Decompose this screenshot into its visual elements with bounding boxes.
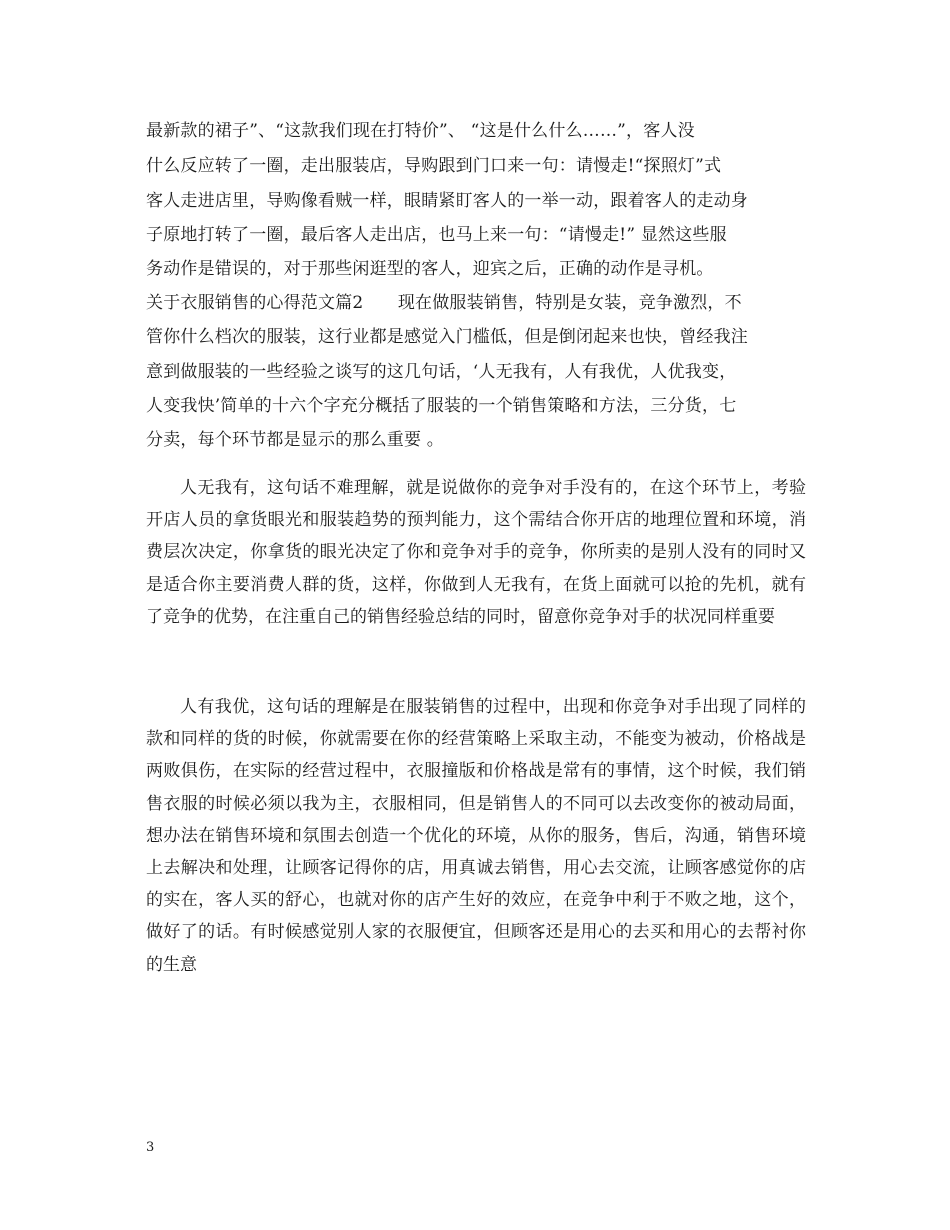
text-line: 什么反应转了一圈，走出服装店，导购跟到门口来一句：请慢走!“探照灯”式 <box>146 156 722 176</box>
paragraph-ren-wu-wo-you: 人无我有，这句话不难理解，就是说做你的竞争对手没有的，在这个环节上，考验开店人员的拿货眼光和服装趋势的预判能力，这个需结合你开店的地理位置和环境，消费层次决定，你拿货的眼光决定了你和竞争对手的竞争，你所卖的是别人没有的同时又是适合你主要消费人群的货，这样，你做到人无我有，在货上面就可以抢的先机，就有了竞争的优势，在注重自己的销售经验总结的同时，留意你竞争对手的状况同样重要 <box>146 478 806 627</box>
text-line: 务动作是错误的，对于那些闲逛型的客人，迎宾之后，正确的动作是寻机。 <box>146 259 714 279</box>
text-line: 分卖，每个环节都是显示的那么重要 。 <box>146 430 445 450</box>
section-heading-line: 关于衣服销售的心得范文篇2 现在做服装销售，特别是女装，竞争激烈，不 <box>146 293 742 313</box>
text-line: 管你什么档次的服装，这行业都是感觉入门槛低，但是倒闭起来也快，曾经我注 <box>146 327 748 347</box>
text-line: 意到做服装的一些经验之谈写的这几句话，‘人无我有，人有我优，人优我变， <box>146 362 737 382</box>
text-line: 人变我快’简单的十六个字充分概括了服装的一个销售策略和方法，三分货，七 <box>146 396 737 416</box>
paragraph-ren-you-wo-you: 人有我优，这句话的理解是在服装销售的过程中，出现和你竞争对手出现了同样的款和同样的货的时候，你就需要在你的经营策略上采取主动，不能变为被动，价格战是两败俱伤，在实际的经营过程中，衣服撞版和价格战是常有的事情，这个时候，我们销售衣服的时候必须以我为主，衣服相同，但是销售人的不同可以去改变你的被动局面，想办法在销售环境和氛围去创造一个优化的环境，从你的服务，售后，沟通，销售环境上去解决和处理，让顾客记得你的店，用真诚去销售，用心去交流，让顾客感觉你的店的实在，客人买的舒心，也就对你的店产生好的效应，在竞争中利于不败之地，这个，做好了的话。有时候感觉别人家的衣服便宜，但顾客还是用心的去买和用心的去帮衬你的生意 <box>146 697 806 975</box>
page-number: 3 <box>146 1140 155 1155</box>
text-line: 最新款的裙子”、“这款我们现在打特价”、 “这是什么什么……”，客人没 <box>146 121 695 141</box>
text-line: 客人走进店里，导购像看贼一样，眼睛紧盯客人的一举一动，跟着客人的走动身 <box>146 191 748 211</box>
text-line: 子原地打转了一圈，最后客人走出店，也马上来一句：“请慢走!” 显然这些服 <box>146 225 727 245</box>
